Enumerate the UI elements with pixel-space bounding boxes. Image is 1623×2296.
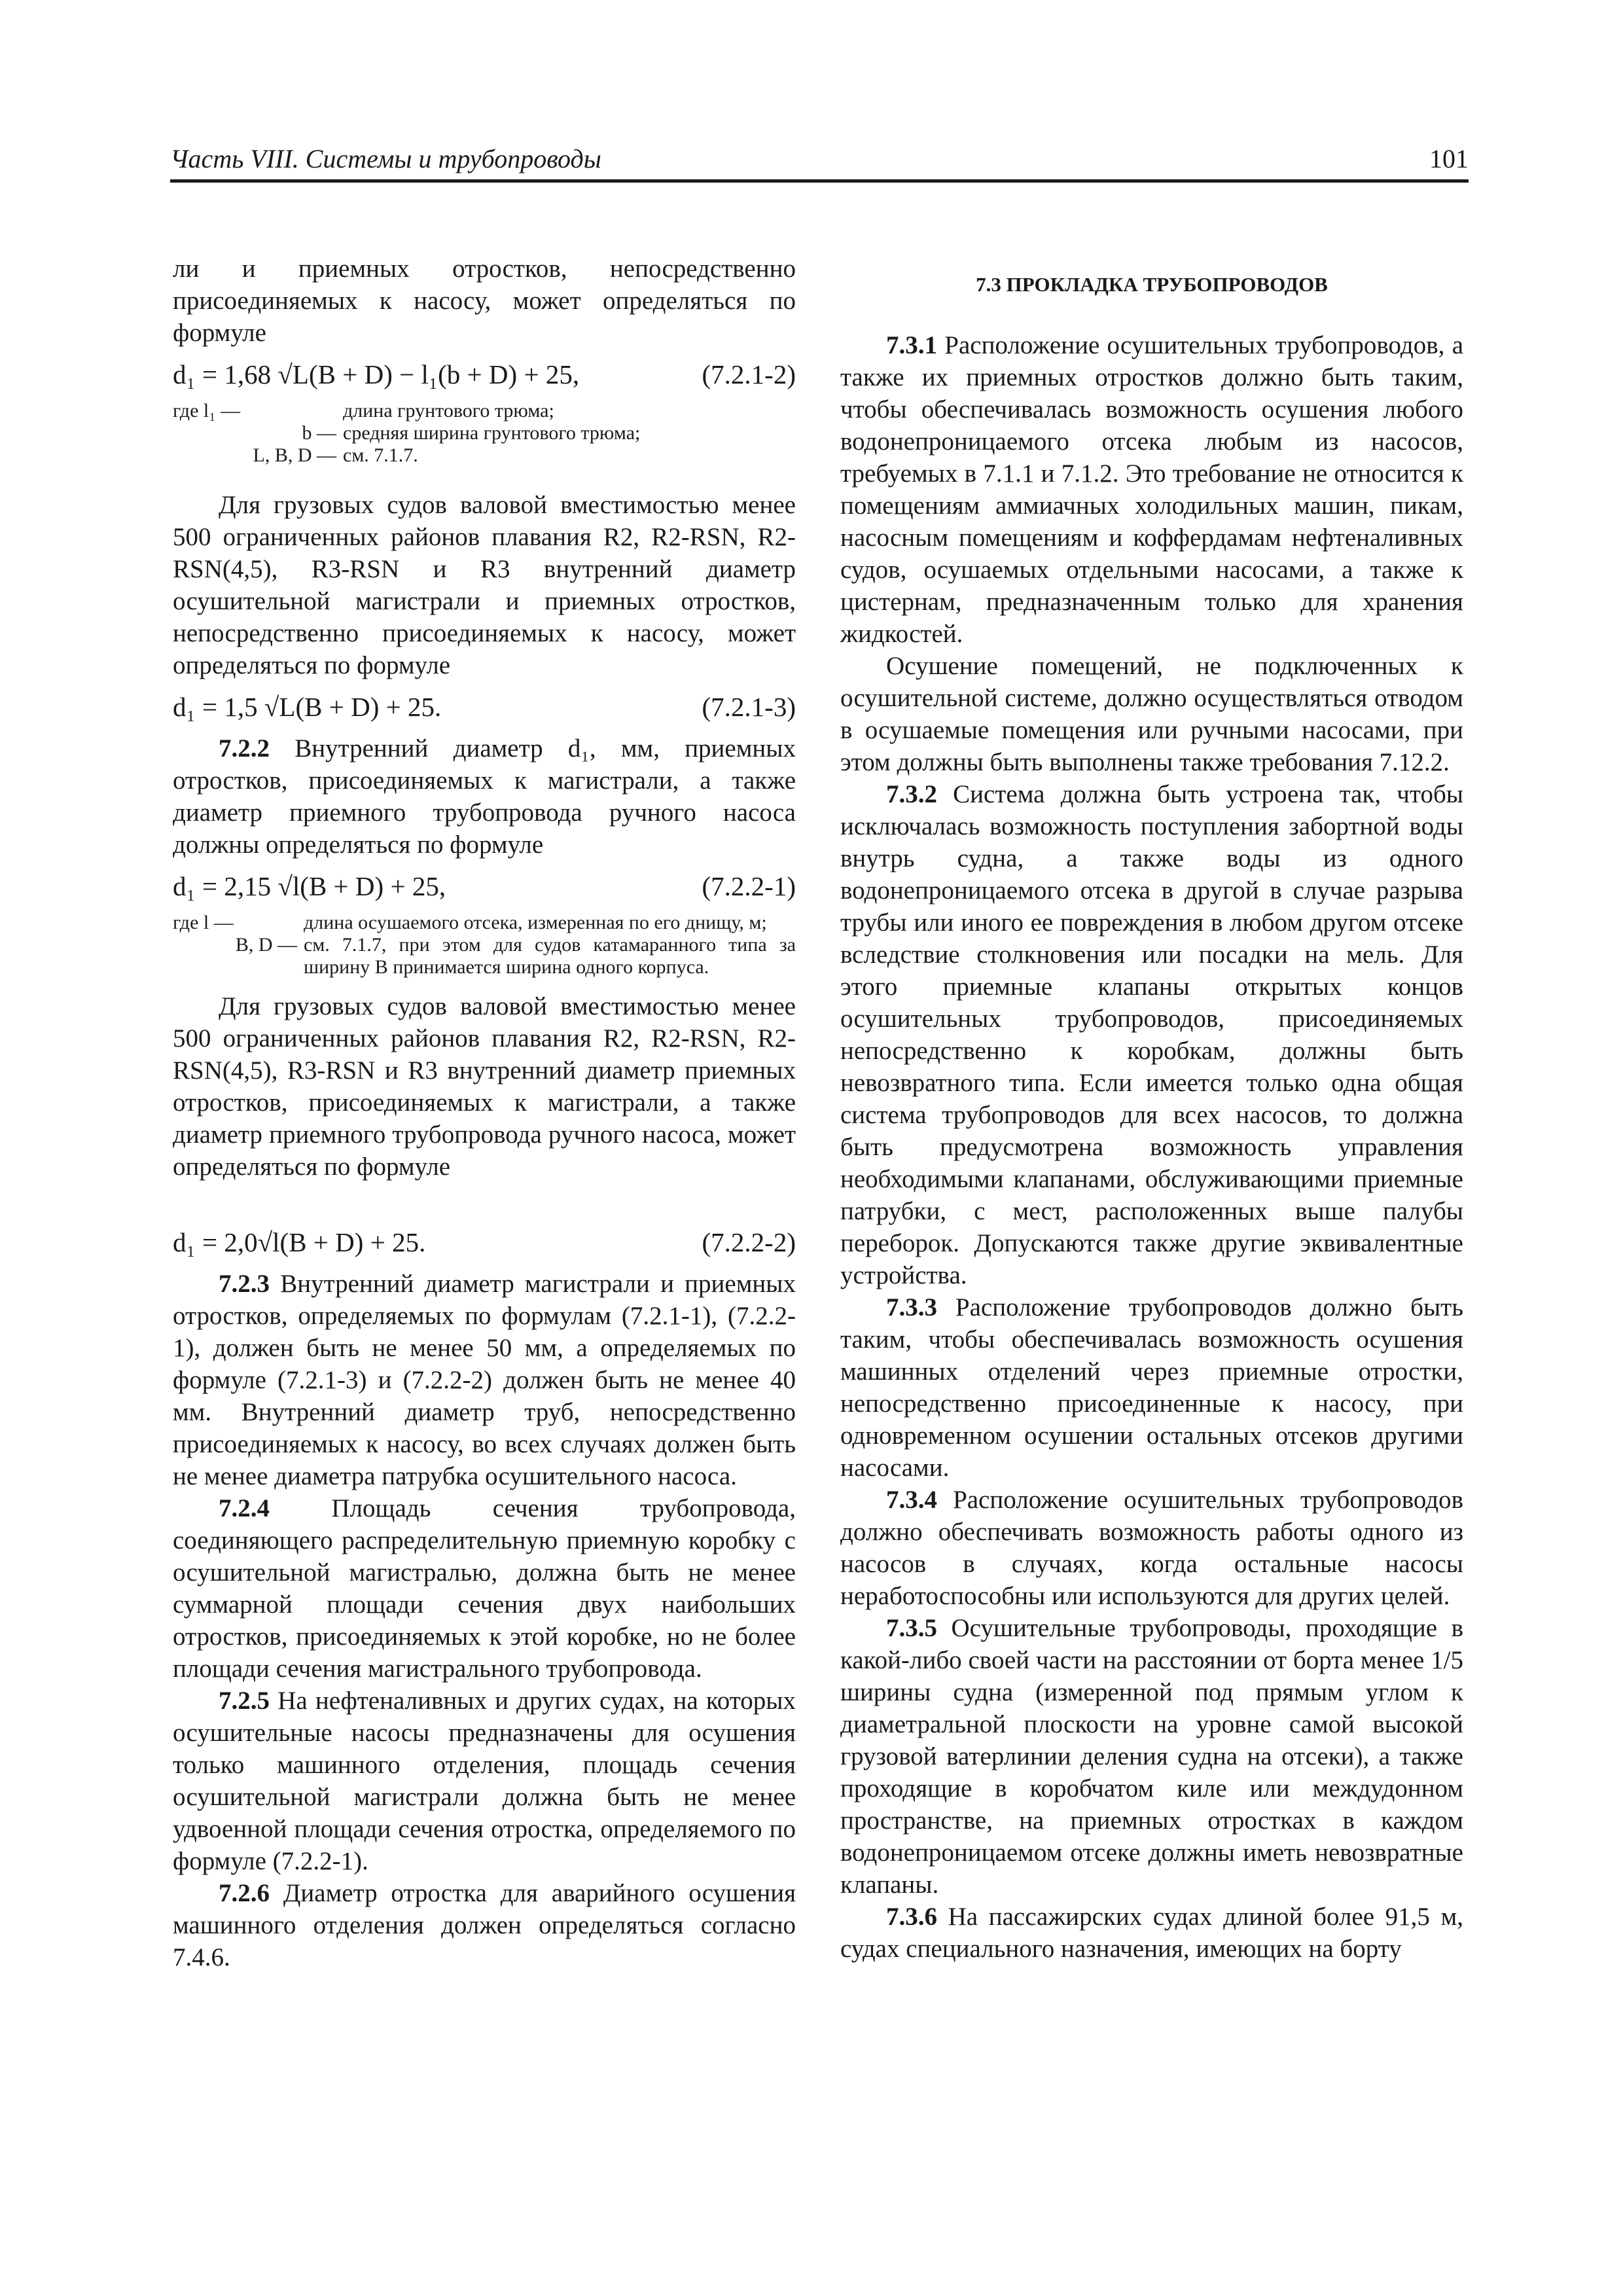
note-item bbox=[173, 400, 796, 422]
clause-7-2-5 bbox=[173, 1685, 796, 1877]
clause-number: 7.2.4 bbox=[219, 1494, 270, 1522]
note-item bbox=[173, 422, 796, 444]
clause-text: На пассажирских судах длиной более 91,5 м, судах специального назначения, имеющих на борту bbox=[840, 1903, 1463, 1963]
clause-text: Расположение осушительных трубопроводов должно обеспечивать возможность работы одного из насосов в случаях, когда остальные насосы неработоспособны или используются для других целей. bbox=[840, 1486, 1463, 1610]
note-item bbox=[173, 912, 796, 934]
clause-text: Система должна быть устроена так, чтобы исключалась возможность поступления забортной воды внутрь судна, а также воды из одного водонепроницаемого отсека в другой в случае разрыва трубы или иного ее повреждения в любом другом отсеке вследствие столкновения или посадки на мель. Для этого приемные клапаны открытых концов осушительных трубопроводов, присоединяемых непосредственно к коробкам, должны быть невозвратного типа. Если имеется только одна общая система трубопроводов для всех насосов, то должна быть предусмотрена возможность управления необходимыми клапанами, обслуживающими приемные патрубки, с мест, расположенных выше палубы переборок. Допускаются также другие эквивалентные устройства. bbox=[840, 780, 1464, 1289]
note-definition: средняя ширина грунтового трюма; bbox=[343, 422, 641, 444]
paragraph: Для грузовых судов валовой вместимостью менее 500 ограниченных районов плавания R2, R2-RSN, R2-RSN(4,5), R3-RSN и R3 внутренний диаметр приемных отростков, присоединяемых к магистрали, а также диаметр приемного трубопровода ручного насоса, может определяться по формуле bbox=[173, 992, 796, 1181]
clause-7-3-3 bbox=[840, 1291, 1463, 1484]
clause-number: 7.2.6 bbox=[219, 1879, 270, 1907]
paragraph: ли и приемных отростков, непосредственно присоединяемых к насосу, может определяться по формуле bbox=[173, 255, 796, 347]
formula-7-2-1-3 bbox=[173, 687, 796, 727]
clause-number: 7.3.5 bbox=[886, 1614, 937, 1642]
formula-notes bbox=[173, 912, 796, 978]
clause-number: 7.3.4 bbox=[886, 1486, 937, 1514]
left-column bbox=[173, 253, 796, 1973]
clause-7-3-2 bbox=[840, 778, 1463, 1291]
note-definition: длина осушаемого отсека, измеренная по его днищу, м; bbox=[304, 912, 767, 933]
equation-number: (7.2.1-2) bbox=[702, 359, 796, 389]
clause-text: На нефтеналивных и других судах, на которых осушительные насосы предназначены для осушения только машинного отделения, площадь сечения осушительной магистрали должна быть не менее удвоенной площади сечения отростка, определяемого по формуле (7.2.2-1). bbox=[173, 1687, 796, 1875]
formula-expression: d₁ = 2,15 √l(B + D) + 25, bbox=[173, 871, 446, 901]
right-column bbox=[840, 253, 1463, 1965]
formula-7-2-2-2 bbox=[173, 1222, 796, 1263]
section-title: 7.3 ПРОКЛАДКА ТРУБОПРОВОДОВ bbox=[976, 273, 1328, 296]
clause-text: Расположение трубопроводов должно быть таким, чтобы обеспечивалась возможность осушения машинных отделений через приемные отростки, непосредственно присоединенные к насосу, при одновременном осушении остальных отсеков другими насосами. bbox=[840, 1293, 1464, 1482]
formula-expression: d₁ = 2,0√l(B + D) + 25. bbox=[173, 1227, 426, 1257]
clause-number: 7.3.1 bbox=[886, 331, 937, 359]
clause-text: Осушительные трубопроводы, проходящие в какой-либо своей части на расстоянии от борта менее 1/5 ширины судна (измеренной под прямым углом к диаметральной плоскости на уровне самой высокой грузовой ватерлинии деления судна на отсеки), а также проходящие в коробчатом киле или междудонном пространстве, на приемных отростках в каждом водонепроницаемом отсеке должны иметь невозвратные клапаны. bbox=[840, 1614, 1463, 1899]
note-definition: см. 7.1.7, при этом для судов катамаранного типа за ширину B принимается ширина одного корпуса. bbox=[304, 934, 796, 978]
running-header bbox=[170, 136, 1469, 183]
page-number: 101 bbox=[1429, 144, 1469, 173]
clause-7-2-6 bbox=[173, 1877, 796, 1973]
clause-7-3-4 bbox=[840, 1484, 1463, 1612]
clause-text: Внутренний диаметр магистрали и приемных отростков, определяемых по формулам (7.2.1-1), (7.2.2-1), должен быть не менее 50 мм, а определяемых по формуле (7.2.1-3) и (7.2.2-2) должен быть не менее 40 мм. Внутренний диаметр труб, непосредственно присоединяемых к насосу, во всех случаях должен быть не менее диаметра патрубка осушительного насоса. bbox=[173, 1270, 796, 1490]
clause-number: 7.2.2 bbox=[219, 734, 270, 762]
note-item bbox=[173, 934, 796, 978]
clause-number: 7.3.2 bbox=[886, 780, 937, 808]
clause-number: 7.3.6 bbox=[886, 1903, 937, 1931]
note-definition: см. 7.1.7. bbox=[343, 444, 418, 466]
clause-text: Диаметр отростка для аварийного осушения машинного отделения должен определяться согласно 7.4.6. bbox=[173, 1879, 796, 1971]
formula-7-2-2-1 bbox=[173, 866, 796, 906]
equation-number: (7.2.1-3) bbox=[702, 692, 796, 722]
note-definition: длина грунтового трюма; bbox=[343, 400, 554, 422]
clause-number: 7.2.3 bbox=[219, 1270, 270, 1298]
note-label: L, B, D — bbox=[253, 444, 336, 466]
note-label: b — bbox=[302, 422, 336, 444]
formula-expression: d₁ = 1,68 √L(B + D) − l₁(b + D) + 25, bbox=[173, 359, 580, 389]
formula-7-2-1-2 bbox=[173, 354, 796, 395]
running-title: Часть VIII. Системы и трубопроводы bbox=[170, 144, 601, 173]
clause-7-3-5 bbox=[840, 1612, 1463, 1901]
clause-text: Расположение осушительных трубопроводов, а также их приемных отростков должно быть таким, чтобы обеспечивалась возможность осушения любого водонепроницаемого отсека любым из насосов, требуемых в 7.1.1 и 7.1.2. Это требование не относится к помещениям аммиачных холодильных машин, пикам, насосным помещениям и коффердамам нефтеналивных судов, осушаемых отдельными насосами, а также к цистернам, предназначенным только для хранения жидкостей. bbox=[840, 331, 1464, 648]
clause-7-2-3 bbox=[173, 1268, 796, 1492]
paragraph: Осушение помещений, не подключенных к осушительной системе, должно осуществляться отводом в осушаемые помещения или ручными насосами, при этом должны быть выполнены также требования 7.12.2. bbox=[840, 652, 1463, 776]
note-label: B, D — bbox=[235, 934, 297, 956]
formula-expression: d₁ = 1,5 √L(B + D) + 25. bbox=[173, 692, 442, 722]
paragraph: Для грузовых судов валовой вместимостью менее 500 ограниченных районов плавания R2, R2-RSN, R2-RSN(4,5), R3-RSN и R3 внутренний диаметр осушительной магистрали и приемных отростков, непосредственно присоединяемых к насосу, может определяться по формуле bbox=[173, 491, 796, 679]
note-label: где l — bbox=[173, 912, 234, 933]
formula-notes bbox=[173, 400, 796, 467]
equation-number: (7.2.2-2) bbox=[702, 1227, 796, 1257]
clause-text: Площадь сечения трубопровода, соединяющего распределительную приемную коробку с осушительной магистралью, должна быть не менее суммарной площади сечения двух наибольших отростков, присоединяемых к этой коробке, но не более площади сечения магистрального трубопровода. bbox=[173, 1494, 796, 1683]
note-label: где l₁ — bbox=[173, 400, 241, 422]
clause-7-2-2 bbox=[173, 732, 796, 861]
clause-number: 7.3.3 bbox=[886, 1293, 937, 1321]
clause-7-3-1 bbox=[840, 329, 1463, 650]
clause-7-3-6 bbox=[840, 1901, 1463, 1965]
clause-number: 7.2.5 bbox=[219, 1687, 270, 1715]
clause-text: Внутренний диаметр d₁, мм, приемных отростков, присоединяемых к магистрали, а также диаметр приемного трубопровода ручного насоса должны определяться по формуле bbox=[173, 734, 796, 859]
clause-7-2-4 bbox=[173, 1492, 796, 1685]
note-item bbox=[173, 444, 796, 467]
equation-number: (7.2.2-1) bbox=[702, 871, 796, 901]
